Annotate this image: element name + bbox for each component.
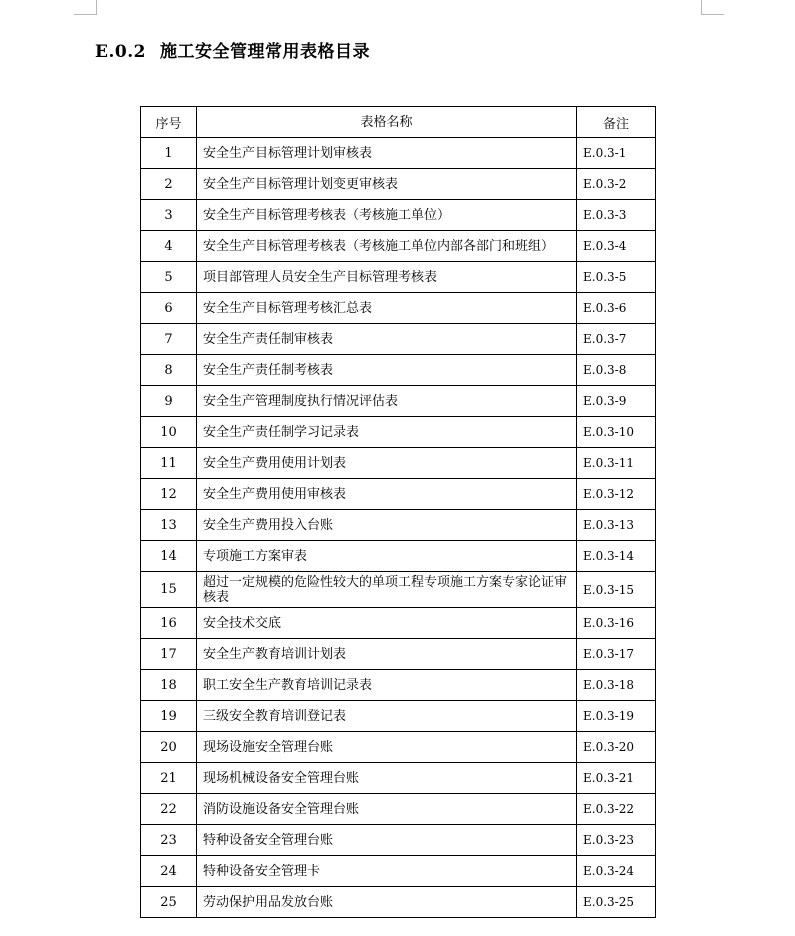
- table-row: [141, 448, 656, 479]
- row-remark: E.0.3-6: [577, 293, 656, 324]
- form-catalog-table: [140, 106, 656, 918]
- row-remark: E.0.3-19: [577, 701, 656, 732]
- row-name: 安全生产管理制度执行情况评估表: [197, 386, 577, 417]
- table-row: [141, 608, 656, 639]
- row-name: 职工安全生产教育培训记录表: [197, 670, 577, 701]
- row-remark: E.0.3-13: [577, 510, 656, 541]
- table-row: [141, 763, 656, 794]
- row-name: 消防设施设备安全管理台账: [197, 794, 577, 825]
- row-index: 3: [141, 200, 197, 231]
- row-remark: E.0.3-5: [577, 262, 656, 293]
- row-name: 劳动保护用品发放台账: [197, 887, 577, 918]
- row-index: 23: [141, 825, 197, 856]
- row-remark: E.0.3-25: [577, 887, 656, 918]
- row-name: 安全生产责任制审核表: [197, 324, 577, 355]
- row-index: 2: [141, 169, 197, 200]
- header-remark: 备注: [577, 107, 656, 138]
- page-corner-mark-right: [701, 0, 724, 15]
- row-index: 16: [141, 608, 197, 639]
- row-name: 专项施工方案审表: [197, 541, 577, 572]
- table-row: [141, 670, 656, 701]
- section-title: 施工安全管理常用表格目录: [159, 42, 370, 62]
- row-index: 8: [141, 355, 197, 386]
- row-index: 1: [141, 138, 197, 169]
- page-corner-mark-left: [74, 0, 97, 15]
- row-name: 特种设备安全管理卡: [197, 856, 577, 887]
- row-remark: E.0.3-4: [577, 231, 656, 262]
- table-row: [141, 231, 656, 262]
- row-name: 安全生产目标管理考核表（考核施工单位）: [197, 200, 577, 231]
- row-name: 安全技术交底: [197, 608, 577, 639]
- table-row: [141, 293, 656, 324]
- row-name: 安全生产教育培训计划表: [197, 639, 577, 670]
- row-remark: E.0.3-24: [577, 856, 656, 887]
- table-row: [141, 510, 656, 541]
- table-row: [141, 138, 656, 169]
- row-index: 18: [141, 670, 197, 701]
- row-remark: E.0.3-10: [577, 417, 656, 448]
- row-name: 现场设施安全管理台账: [197, 732, 577, 763]
- table-row: [141, 324, 656, 355]
- row-remark: E.0.3-16: [577, 608, 656, 639]
- row-remark: E.0.3-18: [577, 670, 656, 701]
- row-remark: E.0.3-1: [577, 138, 656, 169]
- row-name: 安全生产目标管理考核汇总表: [197, 293, 577, 324]
- row-index: 24: [141, 856, 197, 887]
- row-index: 22: [141, 794, 197, 825]
- row-remark: E.0.3-15: [577, 572, 656, 608]
- row-index: 21: [141, 763, 197, 794]
- section-heading: [95, 37, 370, 62]
- table-header-row: [141, 107, 656, 138]
- row-remark: E.0.3-2: [577, 169, 656, 200]
- row-name: 安全生产费用使用审核表: [197, 479, 577, 510]
- row-name: 特种设备安全管理台账: [197, 825, 577, 856]
- row-name: 现场机械设备安全管理台账: [197, 763, 577, 794]
- row-remark: E.0.3-22: [577, 794, 656, 825]
- row-remark: E.0.3-21: [577, 763, 656, 794]
- section-number: E.0.2: [95, 42, 146, 62]
- row-index: 5: [141, 262, 197, 293]
- table-row: [141, 262, 656, 293]
- table-row: [141, 200, 656, 231]
- table-row: [141, 825, 656, 856]
- header-name: 表格名称: [197, 107, 577, 138]
- row-index: 11: [141, 448, 197, 479]
- table-row: [141, 355, 656, 386]
- row-name: 安全生产目标管理考核表（考核施工单位内部各部门和班组）: [197, 231, 577, 262]
- row-remark: E.0.3-12: [577, 479, 656, 510]
- row-remark: E.0.3-8: [577, 355, 656, 386]
- row-name: 项目部管理人员安全生产目标管理考核表: [197, 262, 577, 293]
- row-index: 15: [141, 572, 197, 608]
- row-index: 14: [141, 541, 197, 572]
- row-index: 25: [141, 887, 197, 918]
- table-row: [141, 732, 656, 763]
- row-index: 7: [141, 324, 197, 355]
- row-index: 4: [141, 231, 197, 262]
- row-index: 17: [141, 639, 197, 670]
- row-remark: E.0.3-20: [577, 732, 656, 763]
- row-index: 20: [141, 732, 197, 763]
- table-row: [141, 639, 656, 670]
- row-name: 安全生产费用投入台账: [197, 510, 577, 541]
- row-remark: E.0.3-3: [577, 200, 656, 231]
- table-row: [141, 541, 656, 572]
- table-row: [141, 417, 656, 448]
- table-row: [141, 386, 656, 417]
- table-row: [141, 479, 656, 510]
- row-index: 12: [141, 479, 197, 510]
- row-remark: E.0.3-14: [577, 541, 656, 572]
- row-index: 10: [141, 417, 197, 448]
- row-name: 安全生产责任制考核表: [197, 355, 577, 386]
- row-index: 19: [141, 701, 197, 732]
- row-name: 安全生产费用使用计划表: [197, 448, 577, 479]
- row-remark: E.0.3-11: [577, 448, 656, 479]
- table-row: [141, 887, 656, 918]
- header-index: 序号: [141, 107, 197, 138]
- row-name: 安全生产目标管理计划变更审核表: [197, 169, 577, 200]
- row-remark: E.0.3-23: [577, 825, 656, 856]
- row-name: 三级安全教育培训登记表: [197, 701, 577, 732]
- table-row: [141, 856, 656, 887]
- row-index: 13: [141, 510, 197, 541]
- row-remark: E.0.3-9: [577, 386, 656, 417]
- row-index: 6: [141, 293, 197, 324]
- row-remark: E.0.3-17: [577, 639, 656, 670]
- row-remark: E.0.3-7: [577, 324, 656, 355]
- row-name: 安全生产责任制学习记录表: [197, 417, 577, 448]
- table-row: [141, 794, 656, 825]
- row-name: 超过一定规模的危险性较大的单项工程专项施工方案专家论证审核表: [197, 572, 577, 608]
- table-row: [141, 701, 656, 732]
- row-index: 9: [141, 386, 197, 417]
- table-row: [141, 169, 656, 200]
- table-row: [141, 572, 656, 608]
- row-name: 安全生产目标管理计划审核表: [197, 138, 577, 169]
